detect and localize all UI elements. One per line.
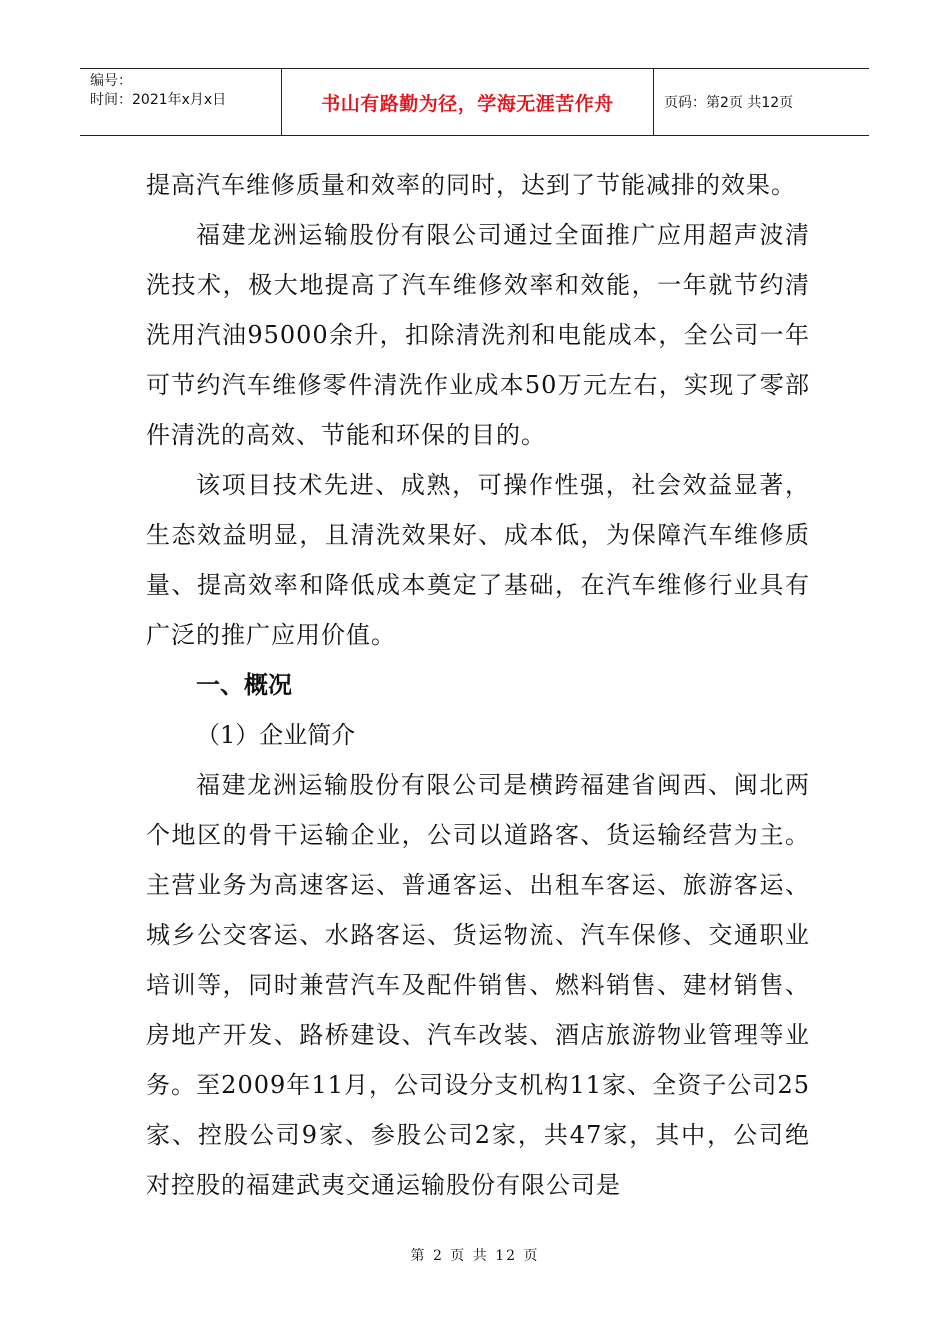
section-heading: 一、概况 [196,671,292,699]
date-line: 时间：2021年x月x日 [90,92,227,108]
page-header [80,68,869,136]
header-motto: 书山有路勤为径，学海无涯苦作舟 [282,69,654,135]
page-footer: 第 2 页 共 12 页 [410,1248,540,1264]
document-body [146,160,810,1210]
paragraph-4: 福建龙洲运输股份有限公司是横跨福建省闽西、闽北两个地区的骨干运输企业，公司以道路客、货运输经营为主。主营业务为高速客运、普通客运、出租车客运、旅游客运、城乡公交客运、水路客运、货运物流、汽车保修、交通职业培训等，同时兼营汽车及配件销售、燃料销售、建材销售、房地产开发、路桥建设、汽车改装、酒店旅游物业管理等业务。至2009年11月，公司设分支机构11家、全资子公司25家、控股公司9家、参股公司2家，共47家，其中，公司绝对控股的福建武夷交通运输股份有限公司是 [146,771,810,1199]
doc-number-label: 编号： [90,73,132,89]
subsection-heading: （1）企业简介 [196,721,356,749]
paragraph-1: 提高汽车维修质量和效率的同时，达到了节能减排的效果。 [146,171,796,199]
paragraph-3: 该项目技术先进、成熟，可操作性强，社会效益显著，生态效益明显，且清洗效果好、成本低，为保障汽车维修质量、提高效率和降低成本奠定了基础，在汽车维修行业具有广泛的推广应用价值。 [146,471,810,649]
header-meta [80,69,282,135]
paragraph-2: 福建龙洲运输股份有限公司通过全面推广应用超声波清洗技术，极大地提高了汽车维修效率和效能，一年就节约清洗用汽油95000余升，扣除清洗剂和电能成本，全公司一年可节约汽车维修零件清洗作业成本50万元左右，实现了零部件清洗的高效、节能和环保的目的。 [146,221,810,449]
header-page-info: 页码：第2页 共12页 [664,95,794,111]
